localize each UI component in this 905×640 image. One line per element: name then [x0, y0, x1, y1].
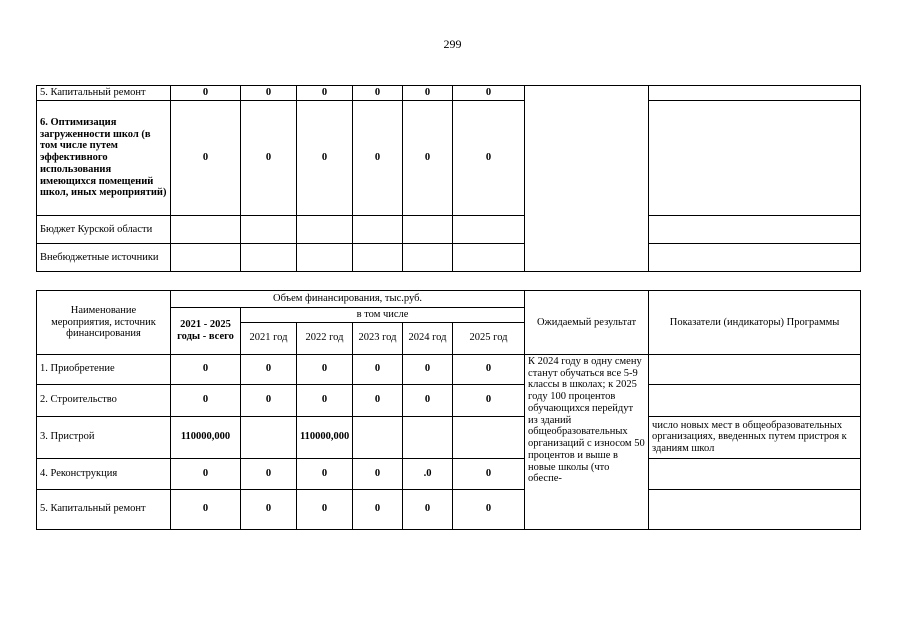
value-total: 0 [171, 489, 241, 529]
value-2021 [241, 216, 297, 244]
value-2022: 0 [297, 101, 353, 216]
expected-result-text: К 2024 году в одну смену станут обучаться все 5-9 классы в школах; к 2025 году 100 процентов обучающихся перейдут из зданий общеобразовательных организаций с износом 50 процентов и выше в новые школы (что обеспе- [525, 354, 649, 529]
value-2021: 0 [241, 354, 297, 384]
header-2021: 2021 год [241, 322, 297, 354]
table-row [37, 489, 861, 529]
value-2023 [353, 416, 403, 458]
table-row [37, 354, 861, 384]
value-2025 [453, 244, 525, 272]
row-name: 1. Приобретение [37, 354, 171, 384]
indicator-cell [649, 489, 861, 529]
value-total: 110000,000 [171, 416, 241, 458]
value-2025: 0 [453, 458, 525, 489]
value-2024 [403, 244, 453, 272]
header-2024: 2024 год [403, 322, 453, 354]
header-2025: 2025 год [453, 322, 525, 354]
value-2023: 0 [353, 489, 403, 529]
value-2023: 0 [353, 86, 403, 101]
value-2022 [297, 244, 353, 272]
value-2024: 0 [403, 384, 453, 416]
row-name: 6. Оптимизация загруженности школ (в том числе путем эффективного использования имеющихся помещений школ, иных мероприятий) [37, 101, 171, 216]
row-name: 3. Пристрой [37, 416, 171, 458]
header-result: Ожидаемый результат [525, 291, 649, 355]
value-2022: 0 [297, 489, 353, 529]
value-2025 [453, 416, 525, 458]
value-2023 [353, 244, 403, 272]
value-total: 0 [171, 101, 241, 216]
indicator-cell [649, 354, 861, 384]
value-2022: 110000,000 [297, 416, 353, 458]
table-row [37, 86, 861, 101]
value-2021: 0 [241, 458, 297, 489]
page-number: 299 [443, 37, 462, 51]
value-2022: 0 [297, 458, 353, 489]
value-2021 [241, 244, 297, 272]
value-2025: 0 [453, 354, 525, 384]
header-2022: 2022 год [297, 322, 353, 354]
value-2022: 0 [297, 354, 353, 384]
value-2021 [241, 416, 297, 458]
value-2024: .0 [403, 458, 453, 489]
value-2025: 0 [453, 384, 525, 416]
table-row [37, 384, 861, 416]
indicator-cell [649, 244, 861, 272]
value-2024 [403, 216, 453, 244]
table-row [37, 101, 861, 216]
row-name: 5. Капитальный ремонт [37, 86, 171, 101]
table-row [37, 216, 861, 244]
row-name: 4. Реконструкция [37, 458, 171, 489]
header-row [37, 291, 861, 308]
header-indicators: Показатели (индикаторы) Программы [649, 291, 861, 355]
value-total: 0 [171, 384, 241, 416]
header-name: Наименование мероприятия, источник финансирования [37, 291, 171, 355]
value-2024: 0 [403, 354, 453, 384]
indicator-cell [649, 458, 861, 489]
header-funding: Объем финансирования, тыс.руб. [171, 291, 525, 308]
indicator-cell [649, 384, 861, 416]
header-2023: 2023 год [353, 322, 403, 354]
value-2021: 0 [241, 489, 297, 529]
value-2021: 0 [241, 101, 297, 216]
value-total: 0 [171, 354, 241, 384]
value-2024 [403, 416, 453, 458]
value-2023 [353, 216, 403, 244]
value-2023: 0 [353, 101, 403, 216]
value-total: 0 [171, 86, 241, 101]
value-total [171, 216, 241, 244]
value-2022: 0 [297, 86, 353, 101]
value-2023: 0 [353, 354, 403, 384]
table-row [37, 244, 861, 272]
value-total: 0 [171, 458, 241, 489]
indicator-cell [649, 101, 861, 216]
funding-table [36, 290, 861, 530]
indicator-cell [649, 86, 861, 101]
value-2025: 0 [453, 489, 525, 529]
row-name: Бюджет Курской области [37, 216, 171, 244]
expected-result-cell [525, 86, 649, 272]
row-name: 5. Капитальный ремонт [37, 489, 171, 529]
header-including: в том числе [241, 308, 525, 323]
value-2023: 0 [353, 458, 403, 489]
value-2025: 0 [453, 86, 525, 101]
value-2023: 0 [353, 384, 403, 416]
value-2024: 0 [403, 101, 453, 216]
header-period-total: 2021 - 2025 годы - всего [171, 308, 241, 355]
row-name: 2. Строительство [37, 384, 171, 416]
value-2025 [453, 216, 525, 244]
table-row [37, 458, 861, 489]
indicator-cell [649, 216, 861, 244]
value-2021: 0 [241, 86, 297, 101]
continuation-table [36, 85, 861, 272]
indicator-text: число новых мест в общеобразовательных организациях, введенных путем пристроя к зданиям школ [649, 416, 861, 458]
value-2024: 0 [403, 86, 453, 101]
value-2021: 0 [241, 384, 297, 416]
row-name: Внебюджетные источники [37, 244, 171, 272]
value-2022 [297, 216, 353, 244]
table-row [37, 416, 861, 458]
value-2024: 0 [403, 489, 453, 529]
value-2025: 0 [453, 101, 525, 216]
value-2022: 0 [297, 384, 353, 416]
value-total [171, 244, 241, 272]
